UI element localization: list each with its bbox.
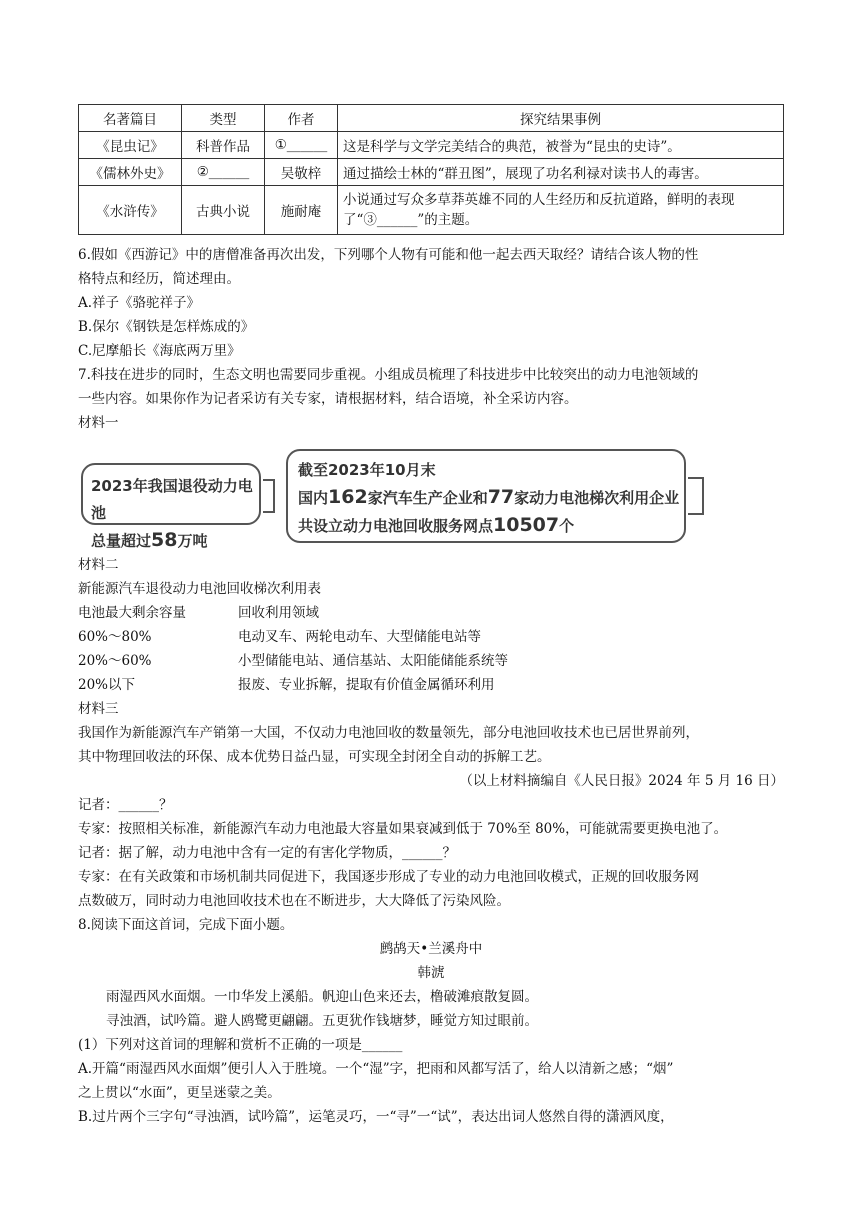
table-header-cell: 类型	[182, 105, 265, 132]
battery-total-box	[81, 463, 261, 551]
table-cell-blank: ①______	[265, 132, 338, 159]
table-cell: 《水浒传》	[79, 186, 182, 235]
table-cell: 科普作品	[182, 132, 265, 159]
table-cell: 《昆虫记》	[79, 132, 182, 159]
q7-stem: 7.科技在进步的同时，生态文明也需要同步重视。小组成员梳理了科技进步中比较突出的动力电池领域的	[78, 367, 699, 383]
table-header-cell: 作者	[265, 105, 338, 132]
table-row	[79, 159, 784, 186]
material-3-text-cont: 其中物理回收法的环保、成本优势日益凸显，可实现全封闭全自动的拆解工艺。	[78, 749, 551, 765]
dialog-expert: 专家：按照相关标准，新能源汽车动力电池最大容量如果衰减到低于 70%至 80%，可能就需要更换电池了。	[78, 821, 728, 837]
table-cell: 古典小说	[182, 186, 265, 235]
q6-stem-cont: 格特点和经历，简述理由。	[78, 271, 240, 287]
material-2-row	[78, 649, 784, 673]
poem-line: 雨湿西风水面烟。一巾华发上溪船。帆迎山色来还去，橹破滩痕散复圆。	[106, 989, 538, 1005]
q6-option-b: B.保尔《钢铁是怎样炼成的》	[78, 319, 255, 335]
poem-line: 寻浊酒，试吟篇。避人鸥鹭更翩翩。五更犹作钱塘梦，睡觉方知过眼前。	[106, 1013, 538, 1029]
poem-author: 韩淲	[417, 965, 445, 981]
dialog-expert: 专家：在有关政策和市场机制共同促进下，我国逐步形成了专业的动力电池回收模式，正规的回收服务网	[78, 869, 699, 885]
usage-field: 小型储能电站、通信基站、太阳能储能系统等	[238, 653, 508, 669]
box1-line1: 2023年我国退役动力电池	[91, 477, 253, 522]
material-3-text: 我国作为新能源汽车产销第一大国，不仅动力电池回收的数量领先，部分电池回收技术也已居世界前列，	[78, 725, 699, 741]
box2-text: 个	[559, 517, 575, 535]
connector-bracket	[263, 479, 275, 513]
table-cell: 《儒林外史》	[79, 159, 182, 186]
box2-text: 国内	[298, 489, 329, 507]
table-header-row	[79, 105, 784, 132]
table-cell-blank: ②______	[182, 159, 265, 186]
q7-stem-cont: 一些内容。如果你作为记者采访有关专家，请根据材料，结合语境，补全采访内容。	[78, 391, 578, 407]
q8-option-a: A.开篇“雨湿西风水面烟”便引人入于胜境。一个“湿”字，把雨和风都写活了，给人以清新之感；“烟”	[78, 1061, 674, 1077]
material-2-header	[78, 601, 784, 625]
q8-subquestion-1: (1）下列对这首词的理解和赏析不正确的一项是______	[78, 1037, 403, 1053]
question-7	[78, 363, 784, 913]
material-3-label: 材料三	[78, 701, 119, 717]
box2-line3	[298, 512, 684, 540]
capacity-value: 60%～80%	[78, 629, 152, 645]
capacity-value: 20%～60%	[78, 653, 152, 669]
page-content	[78, 104, 784, 1129]
table-cell: 施耐庵	[265, 186, 338, 235]
q6-option-c: C.尼摩船长《海底两万里》	[78, 343, 241, 359]
material-2-row	[78, 625, 784, 649]
q8-option-b: B.过片两个三字句“寻浊酒，试吟篇”，运笔灵巧，一“寻”一“试”，表达出词人悠然自得的潇洒风度，	[78, 1109, 674, 1125]
table-cell: 吴敬梓	[265, 159, 338, 186]
usage-field: 报废、专业拆解，提取有价值金属循环利用	[238, 677, 495, 693]
question-8	[78, 913, 784, 1129]
material-source: （以上材料摘编自《人民日报》2024 年 5 月 16 日）	[459, 773, 784, 789]
q6-option-a: A.祥子《骆驼祥子》	[78, 295, 201, 311]
box2-text: 家汽车生产企业和	[367, 489, 488, 507]
box2-text: 共设立动力电池回收服务网点	[298, 517, 494, 535]
question-6	[78, 243, 784, 363]
material-2-header-cell: 回收利用领域	[238, 605, 319, 621]
material-2-header-cell: 电池最大剩余容量	[78, 605, 186, 621]
recycling-network-box	[286, 449, 686, 543]
material-2-label: 材料二	[78, 557, 119, 573]
works-table	[78, 104, 784, 235]
table-cell: 通过描绘士林的“群丑图”，展现了功名利禄对读书人的毒害。	[338, 159, 784, 186]
poem-title: 鹧鸪天•兰溪舟中	[379, 941, 483, 957]
dialog-reporter: 记者：______？	[78, 797, 173, 813]
table-header-cell: 探究结果事例	[338, 105, 784, 132]
table-row	[79, 132, 784, 159]
q6-stem: 6.假如《西游记》中的唐僧准备再次出发，下列哪个人物有可能和他一起去西天取经？请结合该人物的性	[78, 247, 699, 263]
q8-stem: 8.阅读下面这首词，完成下面小题。	[78, 917, 294, 933]
material-2-row	[78, 673, 784, 697]
dialog-expert-cont: 点数破万，同时动力电池回收技术也在不断进步，大大降低了污染风险。	[78, 893, 510, 909]
box2-line2	[298, 484, 684, 512]
box2-number: 162	[328, 486, 368, 508]
box2-number: 77	[487, 486, 515, 508]
box1-line2	[91, 527, 259, 555]
box1-text: 总量超过	[91, 532, 152, 550]
box1-text: 万吨	[177, 532, 208, 550]
usage-field: 电动叉车、两轮电动车、大型储能电站等	[238, 629, 481, 645]
material-2-title: 新能源汽车退役动力电池回收梯次利用表	[78, 581, 321, 597]
box2-line1: 截至2023年10月末	[298, 461, 436, 479]
table-row	[79, 186, 784, 235]
connector-bracket	[688, 477, 704, 515]
table-cell: 小说通过写众多草莽英雄不同的人生经历和反抗道路，鲜明的表现了“③______”的主题。	[338, 186, 784, 235]
table-header-cell: 名著篇目	[79, 105, 182, 132]
material-1-label: 材料一	[78, 415, 119, 431]
capacity-value: 20%以下	[78, 677, 136, 693]
box1-number: 58	[151, 529, 178, 551]
table-cell: 这是科学与文学完美结合的典范，被誉为“昆虫的史诗”。	[338, 132, 784, 159]
dialog-reporter: 记者：据了解，动力电池中含有一定的有害化学物质，______？	[78, 845, 456, 861]
material-1-diagram	[78, 435, 784, 553]
q8-option-a-cont: 之上贯以“水面”，更呈迷蒙之美。	[78, 1085, 281, 1101]
box2-text: 家动力电池梯次利用企业	[514, 489, 680, 507]
box2-number: 10507	[493, 514, 560, 536]
